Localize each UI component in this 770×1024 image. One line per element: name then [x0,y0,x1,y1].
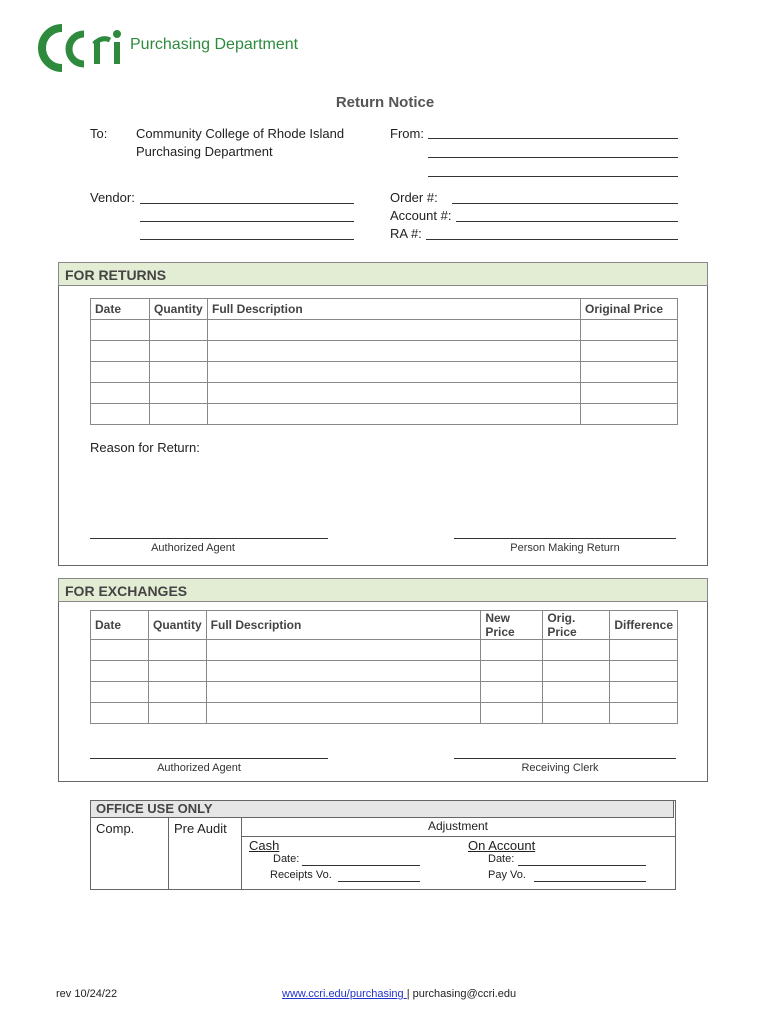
from-line-1[interactable] [428,138,678,139]
table-row[interactable] [91,640,678,661]
col-difference: Difference [610,611,678,640]
col-new-price: New Price [481,611,543,640]
vendor-line-3[interactable] [140,239,354,240]
cash-label: Cash [249,838,280,853]
col-description: Full Description [206,611,481,640]
adjustment-label: Adjustment [427,819,489,833]
cash-date-line[interactable] [302,865,420,866]
returns-agent-line[interactable] [90,538,328,539]
receipts-label: Receipts Vo. [270,869,332,881]
vendor-label: Vendor: [90,190,135,205]
col-quantity: Quantity [150,299,208,320]
table-row[interactable] [91,341,678,362]
to-label: To: [90,126,108,141]
order-line[interactable] [452,203,678,204]
account-date-line[interactable] [518,865,646,866]
reason-label: Reason for Return: [90,440,200,455]
col-date: Date [91,611,149,640]
receipts-line[interactable] [338,881,420,882]
exchanges-table [90,610,678,724]
exchanges-clerk-label: Receiving Clerk [521,762,599,774]
order-label: Order #: [390,190,438,205]
pay-line[interactable] [534,881,646,882]
col-quantity: Quantity [149,611,207,640]
revision-date: rev 10/24/22 [56,988,118,1000]
from-line-3[interactable] [428,176,678,177]
purchasing-email: | purchasing@ccri.edu [406,988,517,1000]
table-row[interactable] [91,703,678,724]
pre-audit-label: Pre Audit [174,821,227,836]
exchanges-clerk-line[interactable] [454,758,676,759]
account-line[interactable] [456,221,678,222]
returns-person-line[interactable] [454,538,676,539]
table-row[interactable] [91,320,678,341]
page-title: Return Notice [335,94,435,111]
account-date-label: Date: [488,853,515,865]
table-row[interactable] [91,383,678,404]
account-label: Account #: [390,208,452,223]
table-row[interactable] [91,362,678,383]
returns-person-label: Person Making Return [510,542,620,554]
from-line-2[interactable] [428,157,678,158]
department-name: Purchasing Department [130,36,299,53]
exchanges-agent-label: Authorized Agent [157,762,241,774]
table-row[interactable] [91,404,678,425]
office-divider-1 [168,818,169,889]
exchanges-heading: FOR EXCHANGES [58,578,708,602]
purchasing-link[interactable]: www.ccri.edu/purchasing [282,988,407,1000]
col-description: Full Description [208,299,581,320]
table-row[interactable] [91,682,678,703]
pay-label: Pay Vo. [488,869,526,881]
comp-label: Comp. [96,821,135,836]
cash-date-label: Date: [273,853,300,865]
vendor-line-2[interactable] [140,221,354,222]
ra-label: RA #: [390,226,422,241]
col-date: Date [91,299,150,320]
vendor-line-1[interactable] [140,203,354,204]
col-original-price: Original Price [581,299,678,320]
from-label: From: [390,126,424,141]
returns-table [90,298,678,425]
exchanges-agent-line[interactable] [90,758,328,759]
to-line-1: Community College of Rhode Island [136,126,345,141]
ra-line[interactable] [426,239,678,240]
to-line-2: Purchasing Department [136,144,273,159]
returns-agent-label: Authorized Agent [151,542,235,554]
office-heading: OFFICE USE ONLY [96,801,213,816]
returns-heading: FOR RETURNS [58,262,708,286]
on-account-label: On Account [468,838,536,853]
office-divider-3 [241,836,675,837]
table-row[interactable] [91,661,678,682]
ccri-logo [36,22,128,74]
col-orig-price: Orig. Price [543,611,610,640]
